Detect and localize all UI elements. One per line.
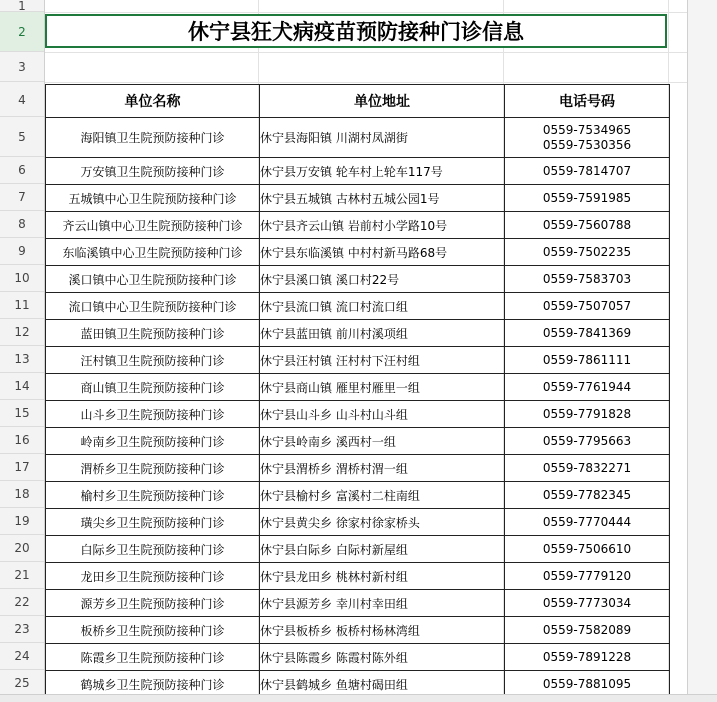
row-number-10[interactable]: 10 <box>0 265 44 292</box>
clinic-address-cell[interactable]: 休宁县汪村镇 汪村村下汪村组 <box>260 347 505 374</box>
clinic-name-cell[interactable]: 源芳乡卫生院预防接种门诊 <box>46 590 260 617</box>
clinic-address-cell[interactable]: 休宁县流口镇 流口村流口组 <box>260 293 505 320</box>
table-row <box>46 185 670 212</box>
table-row <box>46 617 670 644</box>
row-number-11[interactable]: 11 <box>0 292 44 319</box>
table-row <box>46 293 670 320</box>
clinic-phone-cell[interactable] <box>505 401 670 428</box>
clinic-name-cell[interactable]: 海阳镇卫生院预防接种门诊 <box>46 118 260 158</box>
clinic-address-cell[interactable]: 休宁县齐云山镇 岩前村小学路10号 <box>260 212 505 239</box>
clinic-phone-cell[interactable] <box>505 212 670 239</box>
clinic-address-cell[interactable]: 休宁县溪口镇 溪口村22号 <box>260 266 505 293</box>
clinic-name-cell[interactable]: 汪村镇卫生院预防接种门诊 <box>46 347 260 374</box>
table-row <box>46 212 670 239</box>
phone-number: 0559-7795663 <box>542 433 632 448</box>
phone-number: 0559-7761944 <box>542 379 632 394</box>
table-row <box>46 590 670 617</box>
clinic-address-cell[interactable]: 休宁县岭南乡 溪西村一组 <box>260 428 505 455</box>
row-number-2[interactable]: 2 <box>0 12 44 52</box>
row-number-18[interactable]: 18 <box>0 481 44 508</box>
row-number-13[interactable]: 13 <box>0 346 44 373</box>
clinic-address-cell[interactable]: 休宁县蓝田镇 前川村溪项组 <box>260 320 505 347</box>
clinic-phone-cell[interactable] <box>505 590 670 617</box>
clinic-name-cell[interactable]: 陈霞乡卫生院预防接种门诊 <box>46 644 260 671</box>
clinic-address-cell[interactable]: 休宁县商山镇 雁里村雁里一组 <box>260 374 505 401</box>
table-row <box>46 482 670 509</box>
clinic-phone-cell[interactable] <box>505 239 670 266</box>
clinic-name-cell[interactable]: 五城镇中心卫生院预防接种门诊 <box>46 185 260 212</box>
clinic-address-cell[interactable]: 休宁县陈霞乡 陈霞村陈外组 <box>260 644 505 671</box>
table-row <box>46 455 670 482</box>
table-row <box>46 266 670 293</box>
phone-number: 0559-7891228 <box>542 649 632 664</box>
header-name[interactable]: 单位名称 <box>46 85 260 118</box>
row-number-12[interactable]: 12 <box>0 319 44 346</box>
row-number-22[interactable]: 22 <box>0 589 44 616</box>
phone-number: 0559-7773034 <box>542 595 632 610</box>
table-row <box>46 428 670 455</box>
table-row <box>46 509 670 536</box>
row-number-6[interactable]: 6 <box>0 157 44 184</box>
clinic-address-cell[interactable]: 休宁县渭桥乡 渭桥村渭一组 <box>260 455 505 482</box>
row-number-20[interactable]: 20 <box>0 535 44 562</box>
clinic-address-cell[interactable]: 休宁县榆村乡 富溪村二柱南组 <box>260 482 505 509</box>
row-number-19[interactable]: 19 <box>0 508 44 535</box>
clinic-phone-cell[interactable] <box>505 455 670 482</box>
clinic-name-cell[interactable]: 万安镇卫生院预防接种门诊 <box>46 158 260 185</box>
clinic-phone-cell[interactable] <box>505 185 670 212</box>
clinic-name-cell[interactable]: 岭南乡卫生院预防接种门诊 <box>46 428 260 455</box>
row-number-25[interactable]: 25 <box>0 670 44 697</box>
clinic-name-cell[interactable]: 板桥乡卫生院预防接种门诊 <box>46 617 260 644</box>
phone-number: 0559-7530356 <box>542 137 632 152</box>
clinic-name-cell[interactable]: 渭桥乡卫生院预防接种门诊 <box>46 455 260 482</box>
clinic-address-cell[interactable]: 休宁县源芳乡 幸川村幸田组 <box>260 590 505 617</box>
clinic-name-cell[interactable]: 龙田乡卫生院预防接种门诊 <box>46 563 260 590</box>
phone-number: 0559-7779120 <box>542 568 632 583</box>
clinic-phone-cell[interactable] <box>505 563 670 590</box>
clinic-phone-cell[interactable] <box>505 374 670 401</box>
clinic-name-cell[interactable]: 白际乡卫生院预防接种门诊 <box>46 536 260 563</box>
clinic-address-cell[interactable]: 休宁县龙田乡 桃林村新村组 <box>260 563 505 590</box>
phone-number: 0559-7841369 <box>542 325 632 340</box>
clinic-phone-cell[interactable] <box>505 158 670 185</box>
table-row <box>46 374 670 401</box>
clinic-name-cell[interactable]: 榆村乡卫生院预防接种门诊 <box>46 482 260 509</box>
clinic-phone-cell[interactable] <box>505 118 670 158</box>
row-number-16[interactable]: 16 <box>0 427 44 454</box>
clinic-address-cell[interactable]: 休宁县万安镇 轮车村上轮车117号 <box>260 158 505 185</box>
phone-number: 0559-7560788 <box>542 217 632 232</box>
clinic-name-cell[interactable]: 山斗乡卫生院预防接种门诊 <box>46 401 260 428</box>
header-address[interactable]: 单位地址 <box>260 85 505 118</box>
clinic-address-cell[interactable]: 休宁县黄尖乡 徐家村徐家桥头 <box>260 509 505 536</box>
row-number-14[interactable]: 14 <box>0 373 44 400</box>
row-number-4[interactable]: 4 <box>0 84 44 117</box>
phone-number: 0559-7506610 <box>542 541 632 556</box>
clinic-address-cell[interactable]: 休宁县山斗乡 山斗村山斗组 <box>260 401 505 428</box>
clinic-table <box>45 84 670 698</box>
phone-number: 0559-7861111 <box>542 352 632 367</box>
header-phone[interactable]: 电话号码 <box>505 85 670 118</box>
row-number-17[interactable]: 17 <box>0 454 44 481</box>
clinic-name-cell[interactable]: 鹤城乡卫生院预防接种门诊 <box>46 671 260 698</box>
row-number-3[interactable]: 3 <box>0 52 44 82</box>
clinic-address-cell[interactable]: 休宁县海阳镇 川湖村凤湖街 <box>260 118 505 158</box>
phone-number: 0559-7814707 <box>542 163 632 178</box>
clinic-name-cell[interactable]: 流口镇中心卫生院预防接种门诊 <box>46 293 260 320</box>
clinic-phone-cell[interactable] <box>505 428 670 455</box>
table-row <box>46 401 670 428</box>
phone-number: 0559-7782345 <box>542 487 632 502</box>
row-gridline <box>44 82 687 83</box>
row-number-21[interactable]: 21 <box>0 562 44 589</box>
clinic-name-cell[interactable]: 溪口镇中心卫生院预防接种门诊 <box>46 266 260 293</box>
clinic-name-cell[interactable]: 齐云山镇中心卫生院预防接种门诊 <box>46 212 260 239</box>
table-row <box>46 239 670 266</box>
phone-number: 0559-7502235 <box>542 244 632 259</box>
table-row <box>46 644 670 671</box>
phone-number: 0559-7881095 <box>542 676 632 691</box>
phone-number: 0559-7534965 <box>542 122 632 137</box>
header-row <box>46 85 670 118</box>
clinic-name-cell[interactable]: 蓝田镇卫生院预防接种门诊 <box>46 320 260 347</box>
clinic-address-cell[interactable]: 休宁县鹤城乡 鱼塘村碣田组 <box>260 671 505 698</box>
row-number-23[interactable]: 23 <box>0 616 44 643</box>
row-number-7[interactable]: 7 <box>0 184 44 211</box>
row-gridline <box>44 12 687 13</box>
clinic-phone-cell[interactable] <box>505 482 670 509</box>
row-number-9[interactable]: 9 <box>0 238 44 265</box>
row-header-column[interactable] <box>0 0 45 702</box>
table-row <box>46 536 670 563</box>
row-number-5[interactable]: 5 <box>0 117 44 157</box>
phone-number: 0559-7770444 <box>542 514 632 529</box>
clinic-name-cell[interactable]: 商山镇卫生院预防接种门诊 <box>46 374 260 401</box>
clinic-phone-cell[interactable] <box>505 644 670 671</box>
table-row <box>46 158 670 185</box>
title-cell[interactable]: 休宁县狂犬病疫苗预防接种门诊信息 <box>45 14 667 48</box>
clinic-address-cell[interactable]: 休宁县五城镇 古林村五城公园1号 <box>260 185 505 212</box>
row-gridline <box>44 52 687 53</box>
clinic-phone-cell[interactable] <box>505 266 670 293</box>
table-row <box>46 118 670 158</box>
phone-number: 0559-7791828 <box>542 406 632 421</box>
clinic-phone-cell[interactable] <box>505 320 670 347</box>
clinic-name-cell[interactable]: 璜尖乡卫生院预防接种门诊 <box>46 509 260 536</box>
phone-number: 0559-7832271 <box>542 460 632 475</box>
clinic-phone-cell[interactable] <box>505 536 670 563</box>
phone-number: 0559-7582089 <box>542 622 632 637</box>
table-row <box>46 320 670 347</box>
table-row <box>46 347 670 374</box>
clinic-phone-cell[interactable] <box>505 509 670 536</box>
clinic-address-cell[interactable]: 休宁县白际乡 白际村新屋组 <box>260 536 505 563</box>
clinic-phone-cell[interactable] <box>505 347 670 374</box>
phone-number: 0559-7583703 <box>542 271 632 286</box>
table-row <box>46 563 670 590</box>
row-number-8[interactable]: 8 <box>0 211 44 238</box>
row-number-24[interactable]: 24 <box>0 643 44 670</box>
empty-column-area <box>687 0 717 702</box>
clinic-address-cell[interactable]: 休宁县板桥乡 板桥村杨林湾组 <box>260 617 505 644</box>
row-number-1[interactable]: 1 <box>0 0 44 12</box>
row-number-15[interactable]: 15 <box>0 400 44 427</box>
clinic-phone-cell[interactable] <box>505 617 670 644</box>
phone-number: 0559-7591985 <box>542 190 632 205</box>
horizontal-scrollbar[interactable] <box>0 694 717 702</box>
clinic-name-cell[interactable]: 东临溪镇中心卫生院预防接种门诊 <box>46 239 260 266</box>
clinic-phone-cell[interactable] <box>505 293 670 320</box>
phone-number: 0559-7507057 <box>542 298 632 313</box>
clinic-address-cell[interactable]: 休宁县东临溪镇 中村村新马路68号 <box>260 239 505 266</box>
